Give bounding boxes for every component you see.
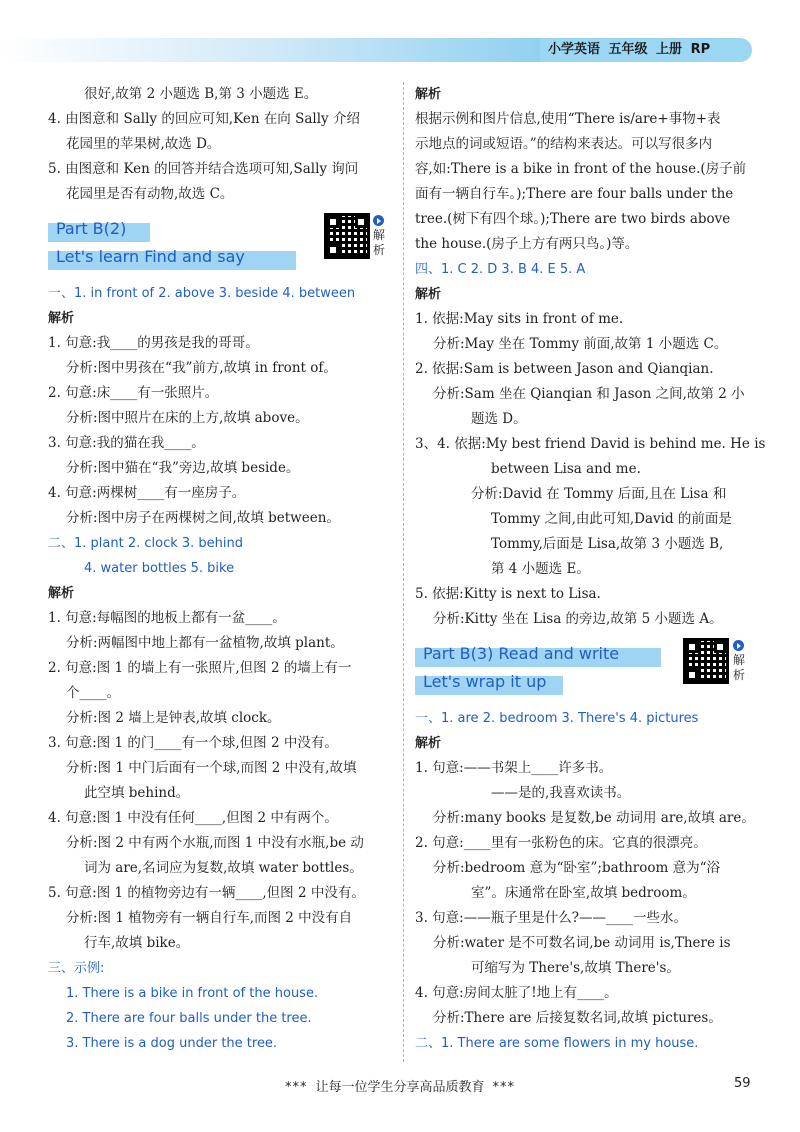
banner-title: Part B(2) [56, 219, 127, 238]
play-icon[interactable] [733, 640, 744, 651]
text-line: 2. 句意:图 1 的墙上有一张照片,但图 2 的墙上有一 [48, 660, 352, 676]
text-line: 1. 依据:May sits in front of me. [415, 311, 624, 327]
text-line: 1. 句意:我____的男孩是我的哥哥。 [48, 335, 259, 351]
analysis-heading: 解析 [415, 287, 442, 302]
text-line: 花园里是否有动物,故选 C。 [66, 186, 234, 202]
section-heading: 三、示例: [48, 961, 105, 976]
column-divider [403, 82, 404, 1062]
text-line: 5. 由图意和 Ken 的回答并结合选项可知,Sally 询问 [48, 161, 359, 177]
text-line: 分析:many books 是复数,be 动词用 are,故填 are。 [433, 810, 755, 826]
footer-stars: *** [492, 1080, 515, 1095]
text-line: 分析:图中房子在两棵树之间,故填 between。 [66, 510, 340, 526]
footer [0, 1076, 800, 1095]
text-line: 分析:图中男孩在“我”前方,故填 in front of。 [66, 360, 337, 376]
text-line: 分析:图 2 中有两个水瓶,而图 1 中没有水瓶,be 动 [66, 835, 364, 851]
text-line: 4. 句意:房间太脏了!地上有____。 [415, 985, 618, 1001]
qr-code-icon[interactable] [324, 213, 370, 259]
example-sentence: 3. There is a dog under the tree. [66, 1036, 278, 1051]
banner-title: Part B(3) Read and write [423, 644, 620, 663]
analysis-heading: 解析 [415, 736, 442, 751]
qr-label: 解析 [373, 228, 386, 257]
header-strip [0, 38, 548, 62]
text-line: 示地点的词或短语。”的结构来表达。可以写很多内 [415, 136, 713, 152]
footer-slogan: 让每一位学生分享高品质教育 [315, 1080, 485, 1095]
text-line: the house.(房子上方有两只鸟。)等。 [415, 236, 639, 252]
text-line: 分析:bedroom 意为“卧室”;bathroom 意为“浴 [433, 860, 720, 876]
text-line: between Lisa and me. [491, 461, 641, 477]
section-banner-part-b3 [415, 636, 755, 700]
text-line: 4. 句意:两棵树____有一座房子。 [48, 485, 246, 501]
left-column [48, 82, 393, 1056]
section-answers: 一、1. are 2. bedroom 3. There's 4. pictures [415, 711, 699, 726]
text-line: 分析:图 1 植物旁有一辆自行车,而图 2 中没有自 [66, 910, 353, 926]
text-line: 3. 句意:图 1 的门____有一个球,但图 2 中没有。 [48, 735, 338, 751]
text-line: 1. 句意:每幅图的地板上都有一盆____。 [48, 610, 286, 626]
analysis-heading: 解析 [415, 87, 442, 102]
text-line: 根据示例和图片信息,使用“There is/are+事物+表 [415, 111, 721, 127]
text-line: 分析:图 2 墙上是钟表,故填 clock。 [66, 710, 281, 726]
qr-label: 解析 [733, 653, 746, 682]
text-line: 5. 依据:Kitty is next to Lisa. [415, 586, 601, 602]
banner-subtitle: Let's wrap it up [423, 672, 547, 691]
text-line: 2. 句意:____里有一张粉色的床。它真的很漂亮。 [415, 835, 707, 851]
text-line: 分析:Sam 坐在 Qianqian 和 Jason 之间,故第 2 小 [433, 386, 745, 402]
qr-code-icon[interactable] [683, 638, 729, 684]
right-column [415, 82, 766, 1056]
text-line: 室”。床通常在卧室,故填 bedroom。 [471, 885, 696, 901]
section-answers: 二、1. plant 2. clock 3. behind [48, 536, 244, 551]
section-answers: 四、1. C 2. D 3. B 4. E 5. A [415, 262, 586, 277]
text-line: 2. 依据:Sam is between Jason and Qianqian. [415, 361, 714, 377]
text-line: 分析:图中猫在“我”旁边,故填 beside。 [66, 460, 300, 476]
text-line: 分析:May 坐在 Tommy 前面,故第 1 小题选 C。 [433, 336, 728, 352]
text-line: 分析:两幅图中地上都有一盆植物,故填 plant。 [66, 635, 344, 651]
play-icon[interactable] [373, 215, 384, 226]
text-line: 个____。 [66, 685, 120, 701]
text-line: 第 4 小题选 E。 [491, 561, 590, 577]
text-line: 词为 are,名词应为复数,故填 water bottles。 [84, 860, 363, 876]
section-banner-part-b2 [48, 211, 393, 275]
text-line: 此空填 behind。 [84, 785, 190, 801]
text-line: ——是的,我喜欢读书。 [491, 785, 631, 801]
text-line: 花园里的苹果树,故选 D。 [66, 136, 221, 152]
text-line: tree.(树下有四个球。);There are two birds above [415, 211, 731, 227]
text-line: 可缩写为 There's,故填 There's。 [471, 960, 680, 976]
text-line: Tommy,后面是 Lisa,故第 3 小题选 B, [491, 536, 724, 552]
text-line: 3. 句意:——瓶子里是什么?——____一些水。 [415, 910, 687, 926]
text-line: 分析:图 1 中门后面有一个球,而图 2 中没有,故填 [66, 760, 357, 776]
header-label: 小学英语 五年级 上册 RP [540, 38, 752, 62]
text-line: 分析:图中照片在床的上方,故填 above。 [66, 410, 309, 426]
text-line: 5. 句意:图 1 的植物旁边有一辆____,但图 2 中没有。 [48, 885, 365, 901]
example-sentence: 1. There is a bike in front of the house. [66, 986, 319, 1001]
text-line: 4. 由图意和 Sally 的回应可知,Ken 在向 Sally 介绍 [48, 111, 360, 127]
example-sentence: 2. There are four balls under the tree. [66, 1011, 312, 1026]
analysis-heading: 解析 [48, 311, 75, 326]
text-line: 容,如:There is a bike in front of the house.(房子前 [415, 161, 747, 177]
footer-stars: *** [284, 1080, 308, 1095]
page-number: 59 [734, 1076, 751, 1091]
text-line: 分析:David 在 Tommy 后面,且在 Lisa 和 [471, 486, 727, 502]
text-line: 行车,故填 bike。 [84, 935, 190, 951]
text-line: 分析:There are 后接复数名词,故填 pictures。 [433, 1010, 722, 1026]
text-line: 2. 句意:床____有一张照片。 [48, 385, 219, 401]
section-answers: 二、1. There are some flowers in my house. [415, 1036, 699, 1051]
text-line: 3. 句意:我的猫在我____。 [48, 435, 205, 451]
text-line: 3、4. 依据:My best friend David is behind me. He is [415, 436, 766, 452]
text-line: 分析:water 是不可数名词,be 动词用 is,There is [433, 935, 731, 951]
text-line: 1. 句意:——书架上____许多书。 [415, 760, 613, 776]
section-answers: 4. water bottles 5. bike [84, 561, 235, 576]
text-line: 题选 D。 [471, 411, 527, 427]
analysis-heading: 解析 [48, 586, 75, 601]
section-answers: 一、1. in front of 2. above 3. beside 4. between [48, 286, 356, 301]
text-line: 很好,故第 2 小题选 B,第 3 小题选 E。 [84, 86, 318, 102]
text-line: Tommy 之间,由此可知,David 的前面是 [491, 511, 732, 527]
banner-subtitle: Let's learn Find and say [56, 247, 245, 266]
text-line: 4. 句意:图 1 中没有任何____,但图 2 中有两个。 [48, 810, 338, 826]
text-line: 面有一辆自行车。);There are four balls under the [415, 186, 734, 202]
text-line: 分析:Kitty 坐在 Lisa 的旁边,故第 5 小题选 A。 [433, 611, 723, 627]
